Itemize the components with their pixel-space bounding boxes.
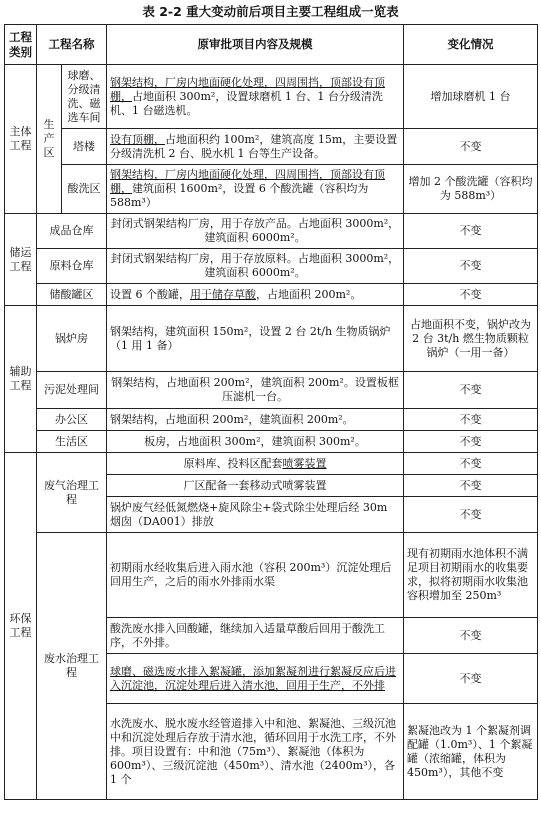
table-row [5,409,538,431]
row-content-raw-store: 封闭式钢架结构厂房，用于存放原料。占地面积 3000m²，建筑面积 6000m²。 [107,249,404,284]
category-storage: 储运工程 [5,214,37,306]
row-change-tower: 不变 [404,129,538,165]
row-content-ww-4: 水洗废水、脱水废水经管道排入中和池、絮凝池、三级沉池中和沉淀处理后存放于清水池，循环回用于水洗工序，不外排。项目设置有：中和池（75m³）、絮凝池（体积为 600m³）、三级沉淀池（450m³）、清水池（2400m³），各 1 个 [107,704,404,800]
header-content: 原审批项目内容及规模 [107,25,404,65]
underlined-text: 钢架结构，厂房内地面硬化处理，四周围挡，顶部设有顶棚， [110,75,385,103]
row-name-tower: 塔楼 [62,129,107,165]
header-name: 工程名称 [37,25,107,65]
row-content-ww-1: 初期雨水经收集后进入雨水池（容积 200m³）沉淀处理后回用生产，之后的雨水外排雨水渠 [107,533,404,618]
row-content-tower [107,129,404,165]
row-change-boiler: 占地面积不变，锅炉改为 2 台 3t/h 燃生物质颗粒锅炉（一用一备） [404,306,538,372]
category-env: 环保工程 [5,453,37,800]
project-composition-table [4,24,538,800]
table-row [5,453,538,475]
row-change-acid-wash: 增加 2 个酸洗罐（容积均为 588m³） [404,165,538,214]
table-row [5,533,538,618]
row-name-office: 办公区 [37,409,107,431]
row-name-sludge: 污泥处理间 [37,372,107,409]
category-auxiliary: 辅助工程 [5,306,37,453]
subgroup-exhaust: 废气治理工程 [37,453,107,533]
row-content-sludge: 钢架结构，占地面积 200m²，建筑面积 200m²。设置板框压滤机一台。 [107,372,404,409]
row-content-exhaust-1 [107,453,404,475]
content-text: ，占地面积 200m²。 [256,287,362,301]
row-name-finished-store: 成品仓库 [37,214,107,249]
table-row [5,65,538,129]
row-content-ww-2: 酸洗废水排入回酸罐，继续加入适量草酸后回用于酸洗工序，不外排。 [107,618,404,654]
table-row [5,431,538,453]
row-name-acid-wash: 酸洗区 [62,165,107,214]
header-category: 工程类别 [5,25,37,65]
row-change-sludge: 不变 [404,372,538,409]
row-content-finished-store: 封闭式钢架结构厂房，用于存放产品。占地面积 3000m²，建筑面积 6000m²。 [107,214,404,249]
row-content-exhaust-2: 厂区配备一套移动式喷雾装置 [107,475,404,497]
underlined-text: 球磨、磁选废水排入絮凝罐，添加絮凝剂进行絮凝反应后进入沉淀池，沉淀处理后进入清水池，回用于生产，不外排 [110,664,396,692]
table-row [5,165,538,214]
row-change-ww-1: 现有初期雨水池体积不满足项目初期雨水的收集要求，拟将初期雨水收集池容积增加至 250m³ [404,533,538,618]
subgroup-wastewater: 废水治理工程 [37,533,107,800]
row-content-exhaust-3: 锅炉废气经低氮燃烧+旋风除尘+袋式除尘处理后经 30m 烟囱（DA001）排放 [107,497,404,533]
row-content-living: 板房，占地面积 300m²，建筑面积 300m²。 [107,431,404,453]
row-change-ww-2: 不变 [404,618,538,654]
row-name-living: 生活区 [37,431,107,453]
content-text: 建筑面积 1600m²，设置 6 个酸洗罐（容积均为 588m³） [110,182,369,209]
row-change-office: 不变 [404,409,538,431]
header-change: 变化情况 [404,25,538,65]
row-change-raw-store: 不变 [404,249,538,284]
row-name-ball-mill: 球磨、分级清洗、磁选车间 [62,65,107,129]
row-content-acid-wash [107,165,404,214]
underlined-text: 钢架结构，厂房内地面硬化处理，四周围挡，顶部设有顶棚， [110,168,385,195]
table-row [5,284,538,306]
underlined-text: 喷雾装置 [282,456,327,470]
row-change-ww-4: 絮凝池改为 1 个絮凝剂调配罐（1.0m³）、1 个絮凝罐（浓缩罐，体积为 450m³），其他不变 [404,704,538,800]
row-content-acid-tank [107,284,404,306]
table-title: 表 2-2 重大变动前后项目主要工程组成一览表 [142,4,399,19]
row-name-acid-tank: 储酸罐区 [37,284,107,306]
row-change-ww-3: 不变 [404,654,538,704]
table-row [5,306,538,372]
table-row [5,372,538,409]
row-name-boiler: 锅炉房 [37,306,107,372]
category-main: 主体工程 [5,65,37,214]
underlined-text: 用于储存草酸 [190,287,256,301]
row-content-office: 钢架结构，占地面积 200m²，建筑面积 200m²。 [107,409,404,431]
row-name-raw-store: 原料仓库 [37,249,107,284]
table-row [5,249,538,284]
row-change-exhaust-2: 不变 [404,475,538,497]
content-text: 占地面积约 100m²，建筑高度 15m，主要设置分级清洗机 2 台、脱水机 1 台等生产设备。 [110,132,398,160]
row-change-exhaust-3: 不变 [404,497,538,533]
row-change-acid-tank: 不变 [404,284,538,306]
subgroup-production: 生产区 [37,65,62,214]
table-row [5,129,538,165]
underlined-text: 设有顶棚， [110,132,165,146]
content-text: 设置 6 个酸罐， [110,287,190,301]
content-text: 原料库、投料区配套 [183,456,283,470]
content-text: 占地面积 300m²，设置球磨机 1 台、1 台分级清洗机、1 台磁选机。 [110,89,383,117]
header-row [5,25,538,65]
table-row [5,214,538,249]
row-change-finished-store: 不变 [404,214,538,249]
row-change-ball-mill: 增加球磨机 1 台 [404,65,538,129]
row-change-exhaust-1: 不变 [404,453,538,475]
row-content-boiler: 钢架结构，建筑面积 150m²，设置 2 台 2t/h 生物质锅炉（1 用 1 备） [107,306,404,372]
row-content-ball-mill [107,65,404,129]
row-change-living: 不变 [404,431,538,453]
row-content-ww-3 [107,654,404,704]
